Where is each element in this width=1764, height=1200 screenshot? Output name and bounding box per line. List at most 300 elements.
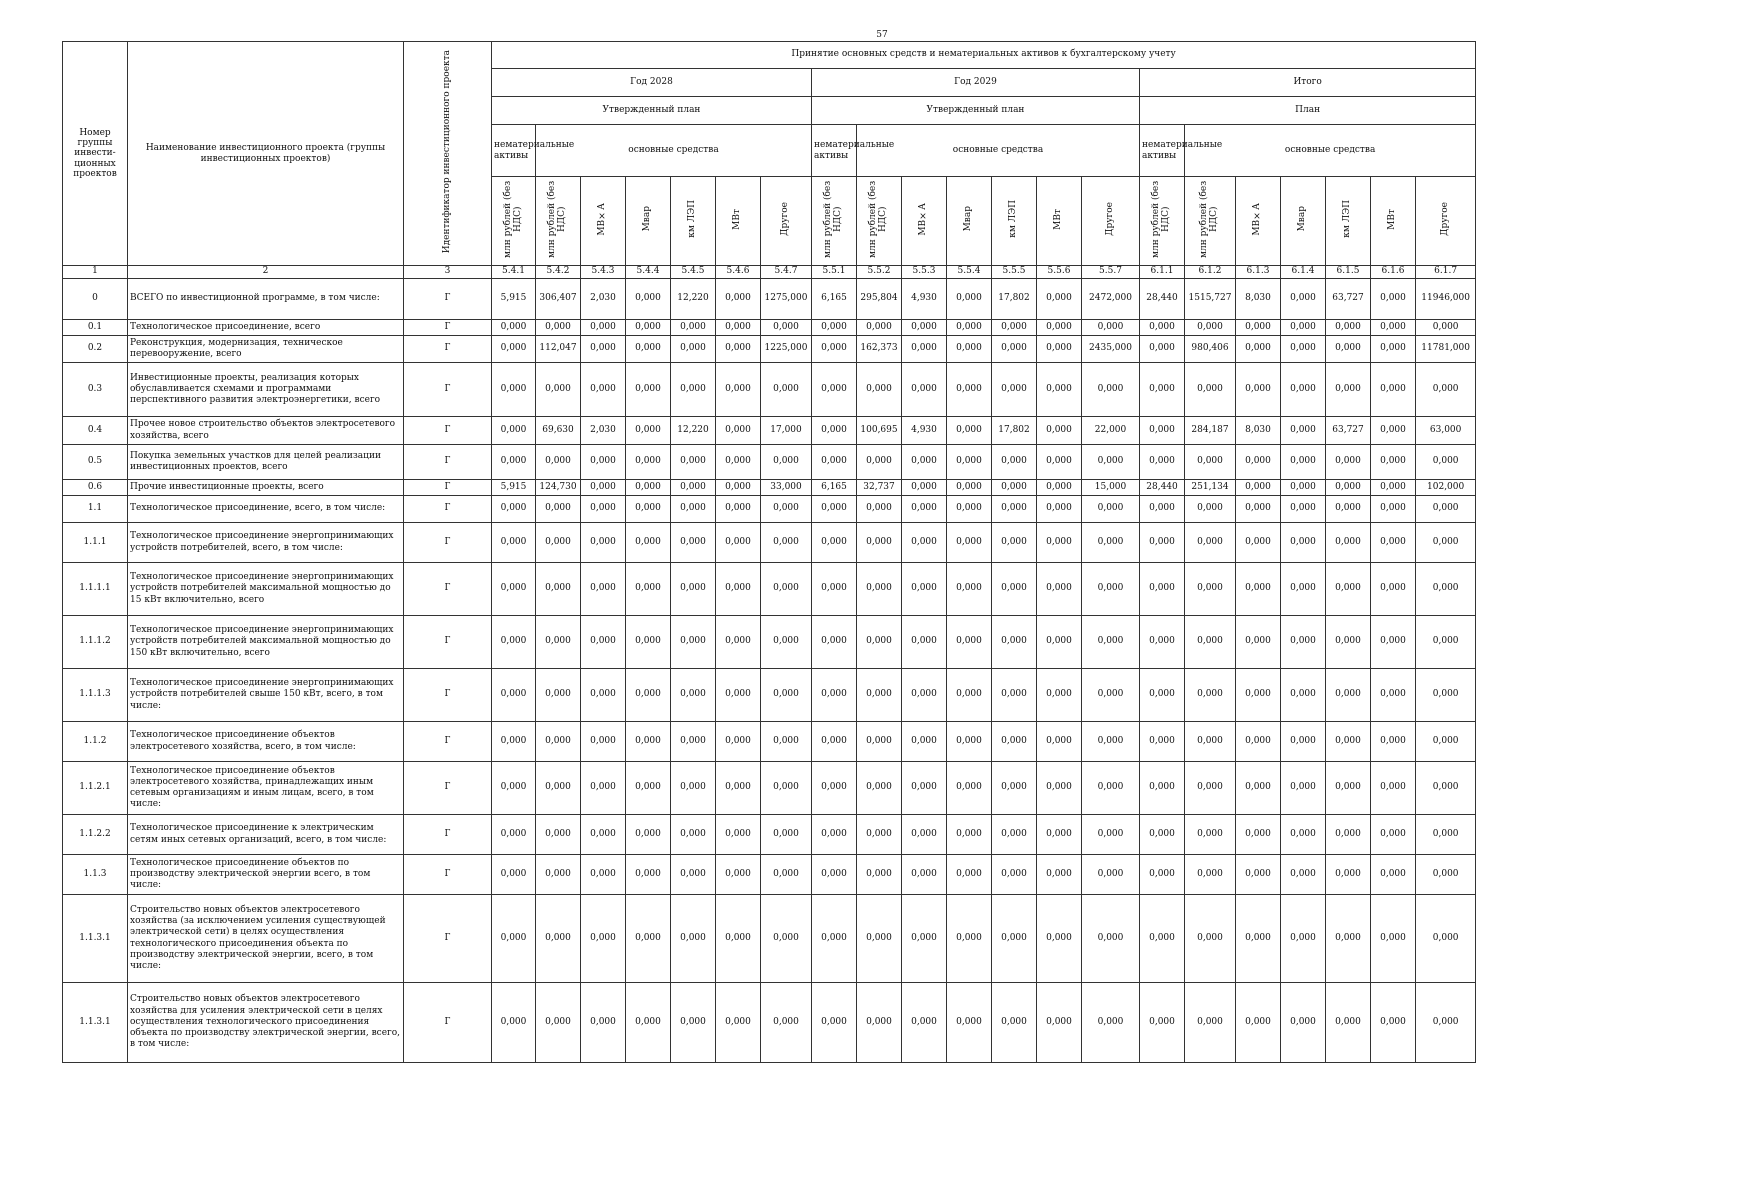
value-cell: 11781,000 bbox=[1416, 335, 1476, 363]
value-cell: 0,000 bbox=[1185, 722, 1236, 762]
column-number-cell: 5.5.7 bbox=[1082, 266, 1140, 278]
value-cell: 0,000 bbox=[1236, 335, 1281, 363]
value-cell: 8,030 bbox=[1236, 278, 1281, 319]
value-cell: 0,000 bbox=[812, 669, 857, 722]
value-cell: 0,000 bbox=[857, 563, 902, 616]
value-cell: 0,000 bbox=[581, 496, 626, 523]
value-cell: 0,000 bbox=[1037, 523, 1082, 563]
value-cell: 0,000 bbox=[1281, 363, 1326, 417]
project-id-cell: Г bbox=[404, 496, 492, 523]
table-body bbox=[63, 266, 1476, 1063]
unit-header bbox=[536, 177, 581, 266]
value-cell: 0,000 bbox=[1140, 815, 1185, 855]
unit-header bbox=[581, 177, 626, 266]
value-cell: 0,000 bbox=[992, 496, 1037, 523]
value-cell: 0,000 bbox=[536, 895, 581, 983]
value-cell: 0,000 bbox=[1371, 335, 1416, 363]
column-number-cell: 5.4.1 bbox=[492, 266, 536, 278]
value-cell: 0,000 bbox=[812, 762, 857, 815]
unit-header bbox=[1140, 177, 1185, 266]
value-cell: 0,000 bbox=[1140, 335, 1185, 363]
value-cell: 0,000 bbox=[1281, 496, 1326, 523]
value-cell: 0,000 bbox=[947, 762, 992, 815]
value-cell: 0,000 bbox=[902, 669, 947, 722]
column-number-cell: 6.1.1 bbox=[1140, 266, 1185, 278]
value-cell: 4,930 bbox=[902, 417, 947, 445]
value-cell: 0,000 bbox=[1140, 722, 1185, 762]
value-cell: 162,373 bbox=[857, 335, 902, 363]
project-id-cell: Г bbox=[404, 319, 492, 335]
row-number-cell: 0.3 bbox=[63, 363, 128, 417]
value-cell: 0,000 bbox=[1326, 523, 1371, 563]
unit-header bbox=[1037, 177, 1082, 266]
value-cell: 0,000 bbox=[1326, 616, 1371, 669]
value-cell: 0,000 bbox=[671, 616, 716, 669]
value-cell: 2472,000 bbox=[1082, 278, 1140, 319]
row-number-cell: 0.6 bbox=[63, 479, 128, 495]
fixed-assets-2029-header: основные средства bbox=[857, 125, 1140, 177]
value-cell: 0,000 bbox=[992, 983, 1037, 1063]
value-cell: 0,000 bbox=[1082, 363, 1140, 417]
value-cell: 0,000 bbox=[947, 417, 992, 445]
table-row bbox=[63, 762, 1476, 815]
value-cell: 0,000 bbox=[1037, 335, 1082, 363]
value-cell: 0,000 bbox=[1082, 762, 1140, 815]
value-cell: 0,000 bbox=[902, 319, 947, 335]
value-cell: 0,000 bbox=[761, 895, 812, 983]
value-cell: 28,440 bbox=[1140, 278, 1185, 319]
value-cell: 0,000 bbox=[671, 895, 716, 983]
value-cell: 0,000 bbox=[581, 319, 626, 335]
value-cell: 0,000 bbox=[536, 762, 581, 815]
table-row bbox=[63, 444, 1476, 479]
value-cell: 0,000 bbox=[671, 815, 716, 855]
value-cell: 0,000 bbox=[1037, 496, 1082, 523]
unit-header bbox=[857, 177, 902, 266]
value-cell: 0,000 bbox=[1236, 815, 1281, 855]
value-cell: 0,000 bbox=[902, 983, 947, 1063]
value-cell: 0,000 bbox=[1185, 762, 1236, 815]
value-cell: 0,000 bbox=[626, 319, 671, 335]
plan-total-header: План bbox=[1140, 97, 1476, 125]
value-cell: 0,000 bbox=[1185, 616, 1236, 669]
unit-header-text: МВ×А bbox=[918, 202, 929, 236]
project-name-cell: Технологическое присоединение к электрическим сетям иных сетевых организаций, всего, в том числе: bbox=[128, 815, 404, 855]
value-cell: 0,000 bbox=[492, 363, 536, 417]
project-name-cell: ВСЕГО по инвестиционной программе, в том числе: bbox=[128, 278, 404, 319]
value-cell: 0,000 bbox=[1416, 616, 1476, 669]
value-cell: 0,000 bbox=[812, 815, 857, 855]
value-cell: 0,000 bbox=[857, 523, 902, 563]
project-name-cell: Реконструкция, модернизация, техническое перевооружение, всего bbox=[128, 335, 404, 363]
value-cell: 0,000 bbox=[992, 319, 1037, 335]
value-cell: 0,000 bbox=[1037, 563, 1082, 616]
unit-header-text: млн рублей (без НДС) bbox=[547, 180, 567, 258]
value-cell: 0,000 bbox=[1281, 762, 1326, 815]
value-cell: 0,000 bbox=[1326, 479, 1371, 495]
project-id-cell: Г bbox=[404, 895, 492, 983]
value-cell: 0,000 bbox=[1371, 417, 1416, 445]
value-cell: 0,000 bbox=[1416, 762, 1476, 815]
unit-header-text: км ЛЭП bbox=[1342, 200, 1353, 238]
project-id-header bbox=[404, 42, 492, 266]
value-cell: 0,000 bbox=[671, 444, 716, 479]
value-cell: 0,000 bbox=[812, 563, 857, 616]
value-cell: 0,000 bbox=[1371, 444, 1416, 479]
value-cell: 0,000 bbox=[947, 616, 992, 669]
value-cell: 0,000 bbox=[902, 722, 947, 762]
value-cell: 0,000 bbox=[671, 335, 716, 363]
unit-header-text: МВт bbox=[732, 208, 743, 230]
value-cell: 0,000 bbox=[1236, 444, 1281, 479]
value-cell: 0,000 bbox=[992, 895, 1037, 983]
row-number-cell: 0.1 bbox=[63, 319, 128, 335]
value-cell: 0,000 bbox=[1185, 815, 1236, 855]
project-name-cell: Технологическое присоединение, всего bbox=[128, 319, 404, 335]
value-cell: 0,000 bbox=[716, 479, 761, 495]
value-cell: 0,000 bbox=[716, 563, 761, 616]
value-cell: 0,000 bbox=[536, 363, 581, 417]
unit-header bbox=[716, 177, 761, 266]
value-cell: 0,000 bbox=[902, 479, 947, 495]
value-cell: 0,000 bbox=[581, 669, 626, 722]
project-name-cell: Строительство новых объектов электросетевого хозяйства для усиления электрической сети в целях осуществления технологического присоединения объекта по производству электрической энергии, всего, в том числе: bbox=[128, 983, 404, 1063]
value-cell: 0,000 bbox=[1281, 444, 1326, 479]
project-id-cell: Г bbox=[404, 444, 492, 479]
value-cell: 0,000 bbox=[1185, 563, 1236, 616]
unit-header bbox=[1082, 177, 1140, 266]
value-cell: 32,737 bbox=[857, 479, 902, 495]
row-number-cell: 1.1.3 bbox=[63, 855, 128, 895]
value-cell: 0,000 bbox=[1416, 523, 1476, 563]
value-cell: 0,000 bbox=[1371, 278, 1416, 319]
value-cell: 0,000 bbox=[626, 815, 671, 855]
value-cell: 0,000 bbox=[947, 669, 992, 722]
value-cell: 1275,000 bbox=[761, 278, 812, 319]
investment-table bbox=[62, 41, 1476, 1063]
unit-header bbox=[992, 177, 1037, 266]
value-cell: 0,000 bbox=[1326, 815, 1371, 855]
value-cell: 0,000 bbox=[1326, 983, 1371, 1063]
value-cell: 0,000 bbox=[492, 496, 536, 523]
value-cell: 0,000 bbox=[1082, 523, 1140, 563]
value-cell: 0,000 bbox=[947, 983, 992, 1063]
value-cell: 2,030 bbox=[581, 278, 626, 319]
value-cell: 0,000 bbox=[1140, 523, 1185, 563]
column-number-cell: 1 bbox=[63, 266, 128, 278]
value-cell: 0,000 bbox=[947, 444, 992, 479]
value-cell: 0,000 bbox=[812, 895, 857, 983]
value-cell: 17,802 bbox=[992, 417, 1037, 445]
column-number-cell: 5.5.6 bbox=[1037, 266, 1082, 278]
value-cell: 0,000 bbox=[1281, 563, 1326, 616]
value-cell: 0,000 bbox=[1416, 815, 1476, 855]
value-cell: 0,000 bbox=[812, 335, 857, 363]
table-header bbox=[63, 42, 1476, 266]
unit-header-text: Мвар bbox=[642, 206, 653, 232]
table-row bbox=[63, 563, 1476, 616]
total-header: Итого bbox=[1140, 69, 1476, 97]
column-number-cell: 6.1.6 bbox=[1371, 266, 1416, 278]
value-cell: 0,000 bbox=[671, 523, 716, 563]
value-cell: 0,000 bbox=[902, 335, 947, 363]
value-cell: 0,000 bbox=[492, 722, 536, 762]
row-number-cell: 0.5 bbox=[63, 444, 128, 479]
value-cell: 0,000 bbox=[902, 496, 947, 523]
value-cell: 0,000 bbox=[716, 319, 761, 335]
value-cell: 0,000 bbox=[1082, 444, 1140, 479]
value-cell: 0,000 bbox=[1236, 319, 1281, 335]
value-cell: 0,000 bbox=[581, 444, 626, 479]
value-cell: 0,000 bbox=[1236, 855, 1281, 895]
value-cell: 0,000 bbox=[902, 815, 947, 855]
value-cell: 0,000 bbox=[671, 762, 716, 815]
value-cell: 33,000 bbox=[761, 479, 812, 495]
value-cell: 0,000 bbox=[1037, 815, 1082, 855]
value-cell: 0,000 bbox=[761, 363, 812, 417]
value-cell: 0,000 bbox=[671, 479, 716, 495]
value-cell: 0,000 bbox=[626, 479, 671, 495]
value-cell: 0,000 bbox=[761, 496, 812, 523]
value-cell: 0,000 bbox=[1082, 815, 1140, 855]
value-cell: 284,187 bbox=[1185, 417, 1236, 445]
row-number-cell: 1.1.3.1 bbox=[63, 895, 128, 983]
table-row bbox=[63, 895, 1476, 983]
row-number-cell: 1.1.3.1 bbox=[63, 983, 128, 1063]
column-number-cell: 5.5.2 bbox=[857, 266, 902, 278]
value-cell: 0,000 bbox=[1236, 496, 1281, 523]
value-cell: 0,000 bbox=[1326, 669, 1371, 722]
value-cell: 0,000 bbox=[947, 278, 992, 319]
value-cell: 0,000 bbox=[716, 523, 761, 563]
table-row bbox=[63, 855, 1476, 895]
value-cell: 0,000 bbox=[812, 319, 857, 335]
fixed-assets-total-header: основные средства bbox=[1185, 125, 1476, 177]
value-cell: 0,000 bbox=[1281, 479, 1326, 495]
value-cell: 0,000 bbox=[626, 616, 671, 669]
project-id-cell: Г bbox=[404, 762, 492, 815]
project-id-cell: Г bbox=[404, 616, 492, 669]
value-cell: 0,000 bbox=[671, 496, 716, 523]
value-cell: 0,000 bbox=[902, 523, 947, 563]
value-cell: 0,000 bbox=[671, 722, 716, 762]
unit-header bbox=[626, 177, 671, 266]
fixed-assets-2028-header: основные средства bbox=[536, 125, 812, 177]
value-cell: 112,047 bbox=[536, 335, 581, 363]
row-number-cell: 1.1.1 bbox=[63, 523, 128, 563]
project-name-cell: Технологическое присоединение объектов по производству электрической энергии всего, в том числе: bbox=[128, 855, 404, 895]
value-cell: 0,000 bbox=[1037, 278, 1082, 319]
value-cell: 0,000 bbox=[1416, 983, 1476, 1063]
column-number-cell: 6.1.3 bbox=[1236, 266, 1281, 278]
project-name-cell: Строительство новых объектов электросетевого хозяйства (за исключением усиления существующей электрической сети) в целях осуществления технологического присоединения объекта по производству электрической энергии, всего, в том числе: bbox=[128, 895, 404, 983]
unit-header-text: млн рублей (без НДС) bbox=[1199, 180, 1219, 258]
column-number-cell: 5.4.4 bbox=[626, 266, 671, 278]
project-id-cell: Г bbox=[404, 983, 492, 1063]
value-cell: 0,000 bbox=[1082, 895, 1140, 983]
value-cell: 0,000 bbox=[947, 895, 992, 983]
value-cell: 0,000 bbox=[857, 722, 902, 762]
value-cell: 0,000 bbox=[536, 563, 581, 616]
value-cell: 0,000 bbox=[1371, 616, 1416, 669]
value-cell: 980,406 bbox=[1185, 335, 1236, 363]
value-cell: 22,000 bbox=[1082, 417, 1140, 445]
unit-header-text: МВт bbox=[1387, 208, 1398, 230]
value-cell: 0,000 bbox=[1371, 669, 1416, 722]
column-number-cell: 6.1.2 bbox=[1185, 266, 1236, 278]
unit-header-text: Другое bbox=[780, 202, 791, 236]
value-cell: 0,000 bbox=[1236, 895, 1281, 983]
value-cell: 0,000 bbox=[947, 363, 992, 417]
value-cell: 15,000 bbox=[1082, 479, 1140, 495]
value-cell: 12,220 bbox=[671, 417, 716, 445]
value-cell: 17,802 bbox=[992, 278, 1037, 319]
value-cell: 0,000 bbox=[812, 496, 857, 523]
group-number-header: Номер группы инвести-ционных проектов bbox=[63, 42, 128, 266]
value-cell: 0,000 bbox=[947, 563, 992, 616]
value-cell: 0,000 bbox=[626, 722, 671, 762]
value-cell: 63,000 bbox=[1416, 417, 1476, 445]
value-cell: 0,000 bbox=[1281, 669, 1326, 722]
unit-header-text: МВт bbox=[1053, 208, 1064, 230]
value-cell: 0,000 bbox=[536, 815, 581, 855]
value-cell: 0,000 bbox=[1416, 319, 1476, 335]
table-row bbox=[63, 722, 1476, 762]
value-cell: 0,000 bbox=[492, 444, 536, 479]
value-cell: 0,000 bbox=[947, 722, 992, 762]
project-name-header: Наименование инвестиционного проекта (группы инвестиционных проектов) bbox=[128, 42, 404, 266]
project-id-cell: Г bbox=[404, 855, 492, 895]
value-cell: 0,000 bbox=[1416, 669, 1476, 722]
value-cell: 0,000 bbox=[1140, 496, 1185, 523]
value-cell: 0,000 bbox=[812, 616, 857, 669]
value-cell: 0,000 bbox=[902, 444, 947, 479]
value-cell: 0,000 bbox=[1371, 722, 1416, 762]
value-cell: 0,000 bbox=[947, 523, 992, 563]
value-cell: 0,000 bbox=[812, 363, 857, 417]
value-cell: 0,000 bbox=[1082, 563, 1140, 616]
value-cell: 0,000 bbox=[1185, 983, 1236, 1063]
value-cell: 0,000 bbox=[1236, 669, 1281, 722]
value-cell: 0,000 bbox=[992, 855, 1037, 895]
value-cell: 0,000 bbox=[1371, 762, 1416, 815]
row-number-cell: 1.1.2.1 bbox=[63, 762, 128, 815]
project-name-cell: Технологическое присоединение объектов электросетевого хозяйства, принадлежащих иным сетевым организациям и иным лицам, всего, в том числе: bbox=[128, 762, 404, 815]
value-cell: 0,000 bbox=[761, 319, 812, 335]
unit-header bbox=[1416, 177, 1476, 266]
value-cell: 0,000 bbox=[626, 895, 671, 983]
value-cell: 0,000 bbox=[1416, 363, 1476, 417]
value-cell: 0,000 bbox=[902, 895, 947, 983]
project-id-cell: Г bbox=[404, 278, 492, 319]
value-cell: 0,000 bbox=[1037, 983, 1082, 1063]
value-cell: 0,000 bbox=[716, 669, 761, 722]
value-cell: 0,000 bbox=[581, 895, 626, 983]
value-cell: 63,727 bbox=[1326, 278, 1371, 319]
value-cell: 0,000 bbox=[902, 563, 947, 616]
value-cell: 0,000 bbox=[761, 815, 812, 855]
project-name-cell: Технологическое присоединение энергопринимающих устройств потребителей, всего, в том числе: bbox=[128, 523, 404, 563]
table-row bbox=[63, 319, 1476, 335]
value-cell: 0,000 bbox=[1185, 363, 1236, 417]
value-cell: 12,220 bbox=[671, 278, 716, 319]
table-row bbox=[63, 496, 1476, 523]
value-cell: 0,000 bbox=[992, 444, 1037, 479]
value-cell: 0,000 bbox=[671, 669, 716, 722]
project-id-cell: Г bbox=[404, 335, 492, 363]
value-cell: 0,000 bbox=[1140, 363, 1185, 417]
row-number-cell: 1.1.1.3 bbox=[63, 669, 128, 722]
unit-header-text: млн рублей (без НДС) bbox=[868, 180, 888, 258]
value-cell: 0,000 bbox=[626, 278, 671, 319]
row-number-cell: 0.4 bbox=[63, 417, 128, 445]
value-cell: 6,165 bbox=[812, 278, 857, 319]
value-cell: 0,000 bbox=[857, 319, 902, 335]
value-cell: 0,000 bbox=[492, 563, 536, 616]
value-cell: 0,000 bbox=[626, 983, 671, 1063]
project-name-cell: Технологическое присоединение объектов электросетевого хозяйства, всего, в том числе: bbox=[128, 722, 404, 762]
value-cell: 0,000 bbox=[716, 815, 761, 855]
project-id-header-text: Идентификатор инвестиционного проекта bbox=[441, 49, 452, 254]
unit-header-text: Мвар bbox=[1297, 206, 1308, 232]
value-cell: 0,000 bbox=[1416, 563, 1476, 616]
table-row bbox=[63, 417, 1476, 445]
value-cell: 0,000 bbox=[992, 815, 1037, 855]
row-number-cell: 1.1.2 bbox=[63, 722, 128, 762]
value-cell: 0,000 bbox=[626, 523, 671, 563]
row-number-cell: 0.2 bbox=[63, 335, 128, 363]
value-cell: 0,000 bbox=[1140, 319, 1185, 335]
value-cell: 69,630 bbox=[536, 417, 581, 445]
unit-header-text: МВ×А bbox=[597, 202, 608, 236]
value-cell: 0,000 bbox=[492, 855, 536, 895]
value-cell: 0,000 bbox=[761, 616, 812, 669]
value-cell: 0,000 bbox=[1185, 523, 1236, 563]
value-cell: 2,030 bbox=[581, 417, 626, 445]
value-cell: 0,000 bbox=[1371, 983, 1416, 1063]
value-cell: 0,000 bbox=[1236, 762, 1281, 815]
approved-plan-2029-header: Утвержденный план bbox=[812, 97, 1140, 125]
value-cell: 0,000 bbox=[1371, 479, 1416, 495]
value-cell: 28,440 bbox=[1140, 479, 1185, 495]
unit-header bbox=[1185, 177, 1236, 266]
value-cell: 0,000 bbox=[581, 523, 626, 563]
value-cell: 0,000 bbox=[761, 983, 812, 1063]
value-cell: 0,000 bbox=[671, 855, 716, 895]
value-cell: 0,000 bbox=[1281, 855, 1326, 895]
value-cell: 0,000 bbox=[1416, 895, 1476, 983]
value-cell: 0,000 bbox=[626, 762, 671, 815]
value-cell: 0,000 bbox=[581, 815, 626, 855]
value-cell: 295,804 bbox=[857, 278, 902, 319]
value-cell: 0,000 bbox=[1416, 444, 1476, 479]
value-cell: 0,000 bbox=[716, 983, 761, 1063]
unit-header-text: Другое bbox=[1439, 202, 1450, 236]
value-cell: 0,000 bbox=[581, 762, 626, 815]
value-cell: 0,000 bbox=[1326, 496, 1371, 523]
value-cell: 0,000 bbox=[1236, 722, 1281, 762]
value-cell: 0,000 bbox=[1082, 496, 1140, 523]
value-cell: 0,000 bbox=[1281, 722, 1326, 762]
value-cell: 8,030 bbox=[1236, 417, 1281, 445]
value-cell: 0,000 bbox=[716, 855, 761, 895]
value-cell: 0,000 bbox=[1185, 444, 1236, 479]
value-cell: 0,000 bbox=[1371, 815, 1416, 855]
value-cell: 0,000 bbox=[1371, 363, 1416, 417]
project-name-cell: Инвестиционные проекты, реализация которых обуславливается схемами и программами перспективного развития электроэнергетики, всего bbox=[128, 363, 404, 417]
value-cell: 5,915 bbox=[492, 479, 536, 495]
value-cell: 0,000 bbox=[671, 563, 716, 616]
